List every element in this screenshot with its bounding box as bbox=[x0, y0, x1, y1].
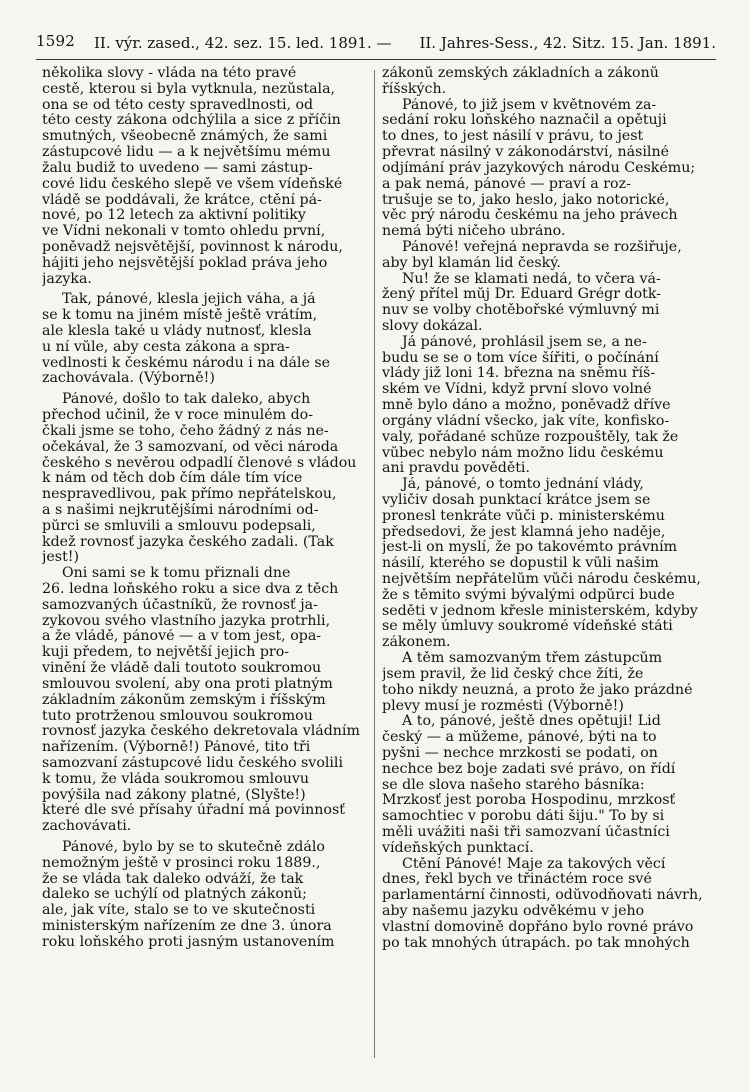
text-line: sedání roku loňského naznačil a opětuji bbox=[382, 113, 667, 129]
text-line: že se vláda tak daleko odváží, že tak bbox=[42, 871, 304, 887]
text-line: zykovou svého vlastního jazyka protrhli, bbox=[42, 613, 331, 629]
text-line: to dnes, to jest násilí v právu, to jest bbox=[382, 129, 644, 145]
text-line: se měly úmluvy soukromé vídeňské státi bbox=[382, 619, 673, 635]
text-line: toho nikdy neuzná, a proto že jako prázdné bbox=[382, 682, 693, 698]
text-line: 26. ledna loňského roku a sice dva z těch bbox=[42, 582, 339, 597]
text-line: dnes, řekl bych ve třináctém roce své bbox=[382, 872, 652, 888]
text-line: rovnosť jazyka českého dekretovala vládním bbox=[42, 724, 360, 740]
text-line: mně bylo dáno a možno, poněvadž dříve bbox=[382, 398, 671, 414]
text-line: trušuje se to, jako heslo, jako notorické, bbox=[382, 192, 670, 208]
text-line: nové, po 12 letech za aktivní politiky bbox=[42, 208, 306, 224]
text-line: k tomu, že vláda soukromou smlouvu bbox=[42, 771, 310, 787]
text-line: vyličiv dosah punktací krátce jsem se bbox=[382, 492, 651, 508]
text-line: vedlnosti k českému národu i na dále se bbox=[42, 355, 331, 371]
text-line: vlastní domovině dopřáno bylo rovné právo bbox=[382, 919, 694, 935]
text-line: po tak mnohých útrapách. po tak mnohých bbox=[382, 935, 690, 951]
text-line: nemožným ještě v prosinci roku 1889., bbox=[42, 855, 321, 871]
text-line: aby byl klamán lid český. bbox=[382, 255, 561, 271]
text-line: Ctění Pánové! Maje za takových věcí bbox=[402, 856, 666, 872]
text-line: jest!) bbox=[42, 550, 80, 566]
text-line: nemá býti ničeho ubráno. bbox=[382, 224, 566, 240]
text-line: ona se od této cesty spravedlnosti, od bbox=[42, 97, 314, 113]
column-divider bbox=[374, 70, 375, 1058]
text-line: žalu budiž to uvedeno — sami zástup- bbox=[42, 160, 313, 176]
text-line: odjímání práv jazykových národu Českému; bbox=[382, 160, 696, 176]
page-header bbox=[36, 30, 716, 60]
text-line: přechod učinil, že v roce minulém do- bbox=[42, 408, 313, 424]
text-line: Já, pánové, o tomto jednání vlády, bbox=[402, 477, 644, 493]
right-column bbox=[382, 66, 718, 952]
text-line: několika slovy - vláda na této pravé bbox=[42, 66, 297, 81]
text-line: vinění že vládě dali toutoto soukromou bbox=[42, 661, 322, 677]
text-line: očekával, že 3 samozvaní, od věci národa bbox=[42, 439, 339, 455]
text-line: se k tomu na jiném místě ještě vrátím, bbox=[42, 308, 318, 324]
text-line: jsem pravil, že lid český chce žíti, že bbox=[382, 666, 644, 682]
text-line: k nám od těch dob čím dále tím více bbox=[42, 471, 303, 487]
text-line: zástupcové lidu — a k největšímu mému bbox=[42, 145, 331, 161]
text-line: slovy dokázal. bbox=[382, 319, 483, 334]
text-line: které dle své přísahy úřadní má povinnosť bbox=[42, 803, 345, 819]
text-line: parlamentární činnosti, odůvodňovati návrh, bbox=[382, 888, 703, 904]
text-line: tuto protrženou smlouvou soukromou bbox=[42, 708, 313, 724]
text-line: a že vládě, pánové — a v tom jest, opa- bbox=[42, 629, 322, 645]
text-line: zachovávati. bbox=[42, 819, 132, 835]
text-line: se dle slova našeho starého básníka: bbox=[382, 777, 645, 793]
text-line: jazyka. bbox=[42, 271, 92, 287]
text-line: zákonem. bbox=[382, 635, 451, 651]
text-line: vůbec nebylo nám možno lidu českému bbox=[382, 445, 664, 461]
text-line: největším nepřátelům vůči národu českému, bbox=[382, 572, 701, 587]
text-line: že s těmito svými bývalými odpůrci bude bbox=[382, 587, 675, 603]
text-line: Tak, pánové, klesla jejich váha, a já bbox=[62, 292, 316, 308]
header-rule bbox=[36, 59, 716, 60]
text-line: budu se se o tom více šířiti, o počínání bbox=[382, 350, 659, 366]
text-line: ve Vídni nekonali v tomto ohledu první, bbox=[42, 224, 326, 240]
text-line: plevy musí je rozmésti (Výborně!) bbox=[382, 698, 624, 714]
text-line: žený přítel můj Dr. Eduard Grégr dotk- bbox=[382, 287, 661, 303]
text-line: Pánové, bylo by se to skutečně zdálo bbox=[62, 840, 325, 855]
text-line: povýšila nad zákony platné, (Slyšte!) bbox=[42, 787, 306, 803]
text-line: A to, pánové, ještě dnes opětuji! Lid bbox=[402, 714, 661, 730]
text-line: ministerským nařízením ze dne 3. února bbox=[42, 919, 332, 935]
text-line: základním zákonům zemským i říšským bbox=[42, 692, 326, 708]
text-line: nespravedlivou, pak přímo nepřátelskou, bbox=[42, 487, 337, 503]
header-session-german: II. Jahres-Sess., 42. Sitz. 15. Jan. 1891. bbox=[419, 34, 716, 52]
text-line: násilí, kterého se dopustil k vůli našim bbox=[382, 556, 659, 572]
text-line: pyšni — nechce mrzkosti se podati, on bbox=[382, 745, 658, 761]
text-line: poněvadž nejsvětější, povinnost k národu, bbox=[42, 239, 343, 255]
text-line: věc prý národu českému na jeho právech bbox=[382, 208, 678, 224]
text-line: vládě se poddávali, že krátce, ctění pá- bbox=[42, 192, 322, 208]
text-line: český — a můžeme, pánové, býti na to bbox=[382, 730, 657, 746]
text-line: jest-li on myslí, že po takovémto právním bbox=[382, 540, 678, 556]
text-line: vlády již loni 14. března na sněmu říš- bbox=[382, 366, 656, 382]
text-line: a s našimi nejkrutějšími národními od- bbox=[42, 502, 319, 518]
text-line: vídeňských punktací. bbox=[382, 840, 534, 856]
text-line: samozvaní zástupcové lidu českého svolili bbox=[42, 755, 344, 771]
left-column bbox=[42, 66, 378, 951]
text-line: ani pravdu pověděti. bbox=[382, 461, 530, 477]
text-line: aby našemu jazyku odvěkému v jeho bbox=[382, 904, 645, 920]
text-line: Já pánové, prohlásil jsem se, a ne- bbox=[402, 334, 647, 350]
text-line: zákonů zemských základních a zákonů bbox=[382, 66, 659, 81]
text-line: ském ve Vídni, když první slovo volné bbox=[382, 382, 652, 398]
text-line: měli uvážiti naši tři samozvaní účastníci bbox=[382, 825, 670, 840]
text-line: pronesl tenkráte vůči p. ministerskému bbox=[382, 508, 665, 524]
text-line: valy, pořádané schůze rozpouštěly, tak že bbox=[382, 429, 679, 445]
text-line: Pánové, to již jsem v květnovém za- bbox=[402, 97, 657, 113]
text-line: převrat násilný v zákonodárství, násilné bbox=[382, 145, 669, 161]
text-line: Nu! že se klamati nedá, to včera vá- bbox=[402, 271, 661, 287]
page-number: 1592 bbox=[36, 32, 75, 50]
text-line: u ní vůle, aby cesta zákona a spra- bbox=[42, 339, 290, 355]
text-line: českého s nevěrou odpadlí členové s vládou bbox=[42, 455, 357, 471]
text-line: nařízením. (Výborně!) Pánové, tito tři bbox=[42, 740, 311, 756]
text-line: nechce bez boje zadati své právo, on řídí bbox=[382, 761, 676, 777]
text-line: ale, jak víte, stalo se to ve skutečnosti bbox=[42, 903, 316, 919]
text-line: seděti v jednom křesle ministerském, kdyby bbox=[382, 603, 698, 619]
text-line: samozvaných účastníků, že rovnosť ja- bbox=[42, 597, 318, 613]
text-line: nuv se volby chotěbořské výmluvný mi bbox=[382, 303, 660, 319]
text-line: kuji předem, to největší jejich pro- bbox=[42, 645, 290, 661]
text-line: předsedovi, že jest klamná jeho naděje, bbox=[382, 524, 666, 540]
text-line: ale klesla také u vlády nutnosť, klesla bbox=[42, 324, 312, 339]
text-line: daleko se uchýlí od platných zákonů; bbox=[42, 887, 307, 903]
text-line: Oni sami se k tomu přiznali dne bbox=[62, 566, 291, 582]
text-line: A těm samozvaným třem zástupcům bbox=[402, 651, 663, 667]
text-line: kdež rovnosť jazyka českého zadali. (Tak bbox=[42, 534, 334, 550]
text-line: cestě, kterou si byla vytknula, nezůstala, bbox=[42, 81, 336, 97]
text-line: čkali jsme se toho, čeho žádný z nás ne- bbox=[42, 423, 329, 439]
text-line: Pánové! veřejná nepravda se rozšiřuje, bbox=[402, 239, 682, 255]
text-line: samochtiec v porobu dáti šiju." To by si bbox=[382, 809, 665, 825]
text-line: smutných, všeobecně známých, že sami bbox=[42, 129, 328, 145]
text-line: Mrzkosť jest poroba Hospodinu, mrzkosť bbox=[382, 793, 676, 809]
header-session-czech: II. výr. zased., 42. sez. 15. led. 1891. — bbox=[94, 34, 392, 52]
text-line: roku loňského proti jasným ustanovením bbox=[42, 934, 335, 950]
text-line: orgány vládní všecko, jak víte, konfisko- bbox=[382, 413, 670, 429]
text-line: zachovávala. (Výborně!) bbox=[42, 371, 215, 387]
text-line: smlouvou svolení, aby ona proti platným bbox=[42, 676, 333, 692]
text-line: hájiti jeho nejsvětější poklad práva jeho bbox=[42, 255, 328, 271]
text-line: Pánové, došlo to tak daleko, abych bbox=[62, 392, 311, 408]
text-line: půrci se smluvili a smlouvu podepsali, bbox=[42, 518, 316, 534]
text-line: cové lidu českého slepě ve všem vídeňské bbox=[42, 176, 343, 192]
text-line: této cesty zákona odchýlila a sice z příčin bbox=[42, 113, 341, 129]
text-line: a pak nemá, pánové — praví a roz- bbox=[382, 176, 631, 192]
text-line: říšských. bbox=[382, 81, 447, 97]
